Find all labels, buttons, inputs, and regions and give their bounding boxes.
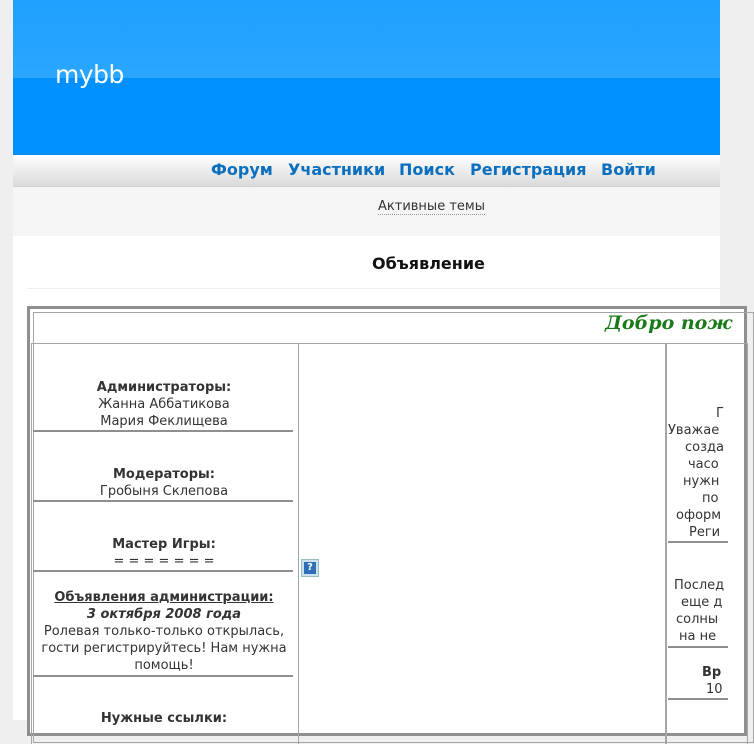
separator <box>33 675 293 677</box>
menu-item-login[interactable]: Войти <box>601 160 656 179</box>
admin-name: Мария Феклищева <box>100 414 228 429</box>
welcome-heading: Добро пож <box>605 312 733 334</box>
divider <box>27 288 720 289</box>
menu-item-register[interactable]: Регистрация <box>470 160 587 179</box>
admin-news-line: гости регистрируйтесь! Нам нужна <box>41 641 287 656</box>
separator <box>668 646 728 648</box>
separator <box>33 500 293 502</box>
content-column-middle <box>298 343 666 744</box>
right-text: Уважае <box>668 423 720 438</box>
header <box>13 0 720 155</box>
right-text: Г <box>716 406 724 421</box>
useful-links-title: Нужные ссылки: <box>100 711 228 726</box>
separator <box>668 541 728 543</box>
logo[interactable]: mybb <box>55 60 124 89</box>
admin-news-line: Ролевая только-только открылась, <box>43 624 285 639</box>
separator <box>33 570 293 572</box>
moderator-name: Гробыня Склепова <box>99 484 229 499</box>
admin-name: Жанна Аббатикова <box>98 397 230 412</box>
page-wrapper <box>13 0 733 726</box>
right-text: Послед <box>674 578 725 593</box>
main-menu <box>13 155 720 187</box>
moderators-title: Модераторы: <box>113 467 215 482</box>
right-text: часо <box>688 457 719 472</box>
right-text: еще д <box>681 595 723 610</box>
admin-news-line: помощь! <box>134 658 194 673</box>
separator <box>668 698 728 700</box>
gamemaster-name: = = = = = = = <box>113 554 215 569</box>
menu-item-forum[interactable]: Форум <box>211 160 273 179</box>
admin-news-title: Объявления администрации: <box>54 590 274 605</box>
right-text: 10 <box>706 682 723 697</box>
right-text: нужн <box>683 474 720 489</box>
admins-title: Администраторы: <box>96 380 232 395</box>
right-text: Вр <box>702 665 722 680</box>
sub-navigation <box>13 187 720 236</box>
right-text: оформ <box>676 508 722 523</box>
menu-item-search[interactable]: Поиск <box>399 160 455 179</box>
help-icon[interactable] <box>301 559 319 577</box>
gamemaster-title: Мастер Игры: <box>112 537 216 552</box>
right-text: солны <box>676 612 719 627</box>
right-text: созда <box>685 440 724 455</box>
separator <box>33 430 293 432</box>
active-topics-link[interactable]: Активные темы <box>378 199 485 214</box>
menu-item-members[interactable]: Участники <box>288 160 386 179</box>
announcement-title: Объявление <box>372 254 485 273</box>
right-text: по <box>702 491 719 506</box>
right-text: на не <box>679 629 717 644</box>
right-text: Реги <box>689 525 721 540</box>
admin-news-date: 3 октября 2008 года <box>86 607 242 622</box>
question-mark-icon: ? <box>304 562 316 574</box>
